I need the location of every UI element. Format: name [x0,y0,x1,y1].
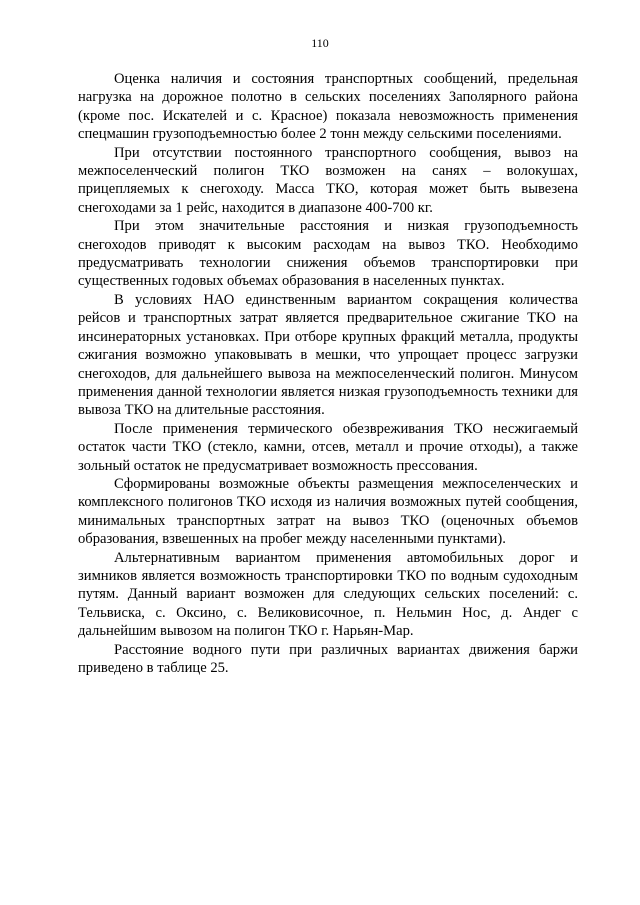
paragraph-landfill-sites: Сформированы возможные объекты размещения межпоселенческих и комплексного полигонов ТКО исходя из наличия возможных путей сообщения, минимальных транспортных затрат на вывоз ТКО (оценочных объемов образования, взвешенных на пробег между населенными пунктами). [78,475,578,548]
paragraph-incineration: В условиях НАО единственным вариантом сокращения количества рейсов и транспортных затрат является предварительное сжигание ТКО на инсинераторных установках. При отборе крупных фракций металла, продукты сжигания возможно упаковывать в мешки, что упрощает процесс загрузки снегоходов, для дальнейшего вывоза на межпоселенческий полигон. Минусом применения данной технологии является низкая грузоподъемность техники для вывоза ТКО на длительные расстояния. [78,291,578,419]
paragraph-residue: После применения термического обезвреживания ТКО несжигаемый остаток части ТКО (стекло, камни, отсев, металл и прочие отходы), а также зольный остаток не предусматривает возможность прессования. [78,420,578,474]
page-number: 110 [311,36,329,50]
paragraph-water-transport: Альтернативным вариантом применения автомобильных дорог и зимников является возможность транспортировки ТКО по водным судоходным путям. Данный вариант возможен для следующих сельских поселений: с. Тельвиска, с. Оксино, с. Великовисочное, п. Нельмин Нос, д. Андег с дальнейшим вывозом на полигон ТКО г. Нарьян-Мар. [78,549,578,640]
paragraph-snowmobile-transport: При отсутствии постоянного транспортного сообщения, вывоз на межпоселенческий полигон ТКО возможен на санях – волокушах, прицепляемых к снегоходу. Масса ТКО, которая может быть вывезена снегоходами за 1 рейс, находится в диапазоне 400-700 кг. [78,144,578,216]
paragraph-table-reference: Расстояние водного пути при различных вариантах движения баржи приведено в таблице 25. [78,641,578,676]
body-text [78,70,578,677]
paragraph-transport-costs: При этом значительные расстояния и низкая грузоподъемность снегоходов приводят к высоким расходам на вывоз ТКО. Необходимо предусматривать технологии снижения объемов транспортировки при существенных годовых объемах образования в населенных пунктах. [78,218,578,290]
paragraph-road-capacity: Оценка наличия и состояния транспортных сообщений, предельная нагрузка на дорожное полотно в сельских поселениях Заполярного района (кроме пос. Искателей и с. Красное) показала невозможность применения спецмашин грузоподъемностью более 2 тонн между сельскими поселениями. [78,71,578,143]
